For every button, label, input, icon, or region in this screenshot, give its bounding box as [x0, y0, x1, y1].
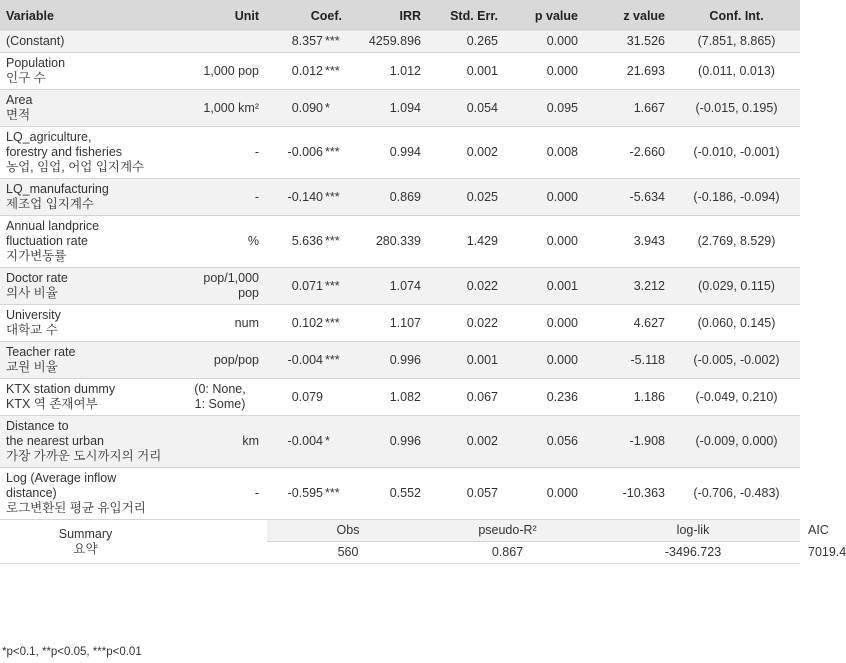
std-err-cell: 0.057 — [429, 468, 506, 520]
conf-int-cell: (2.769, 8.529) — [673, 216, 800, 268]
z-value-cell: 3.212 — [586, 268, 673, 305]
summary-header-pseudo-r2: pseudo-R² — [429, 520, 586, 542]
significance-stars: *** — [325, 352, 340, 367]
irr-cell: 280.339 — [350, 216, 429, 268]
irr-cell: 1.074 — [350, 268, 429, 305]
variable-cell-line: LQ_agriculture, — [6, 130, 92, 144]
significance-stars: *** — [325, 234, 340, 248]
unit-cell-line: - — [254, 189, 259, 204]
coef-value: 0.102 — [291, 315, 323, 330]
conf-int-cell: (0.060, 0.145) — [673, 305, 800, 342]
unit-cell — [173, 216, 267, 268]
variable-cell-line: Distance to — [6, 419, 69, 433]
unit-cell — [173, 90, 267, 127]
coef-value: 0.012 — [291, 63, 323, 78]
variable-cell-line: (Constant) — [6, 34, 65, 48]
variable-cell-line: fluctuation rate — [6, 234, 88, 248]
variable-cell-line: 가장 가까운 도시까지의 거리 — [6, 449, 162, 463]
variable-cell-line: Doctor rate — [6, 271, 68, 285]
conf-int-cell: (-0.049, 0.210) — [673, 379, 800, 416]
unit-cell — [173, 179, 267, 216]
unit-cell-line: (0: None, — [194, 382, 246, 396]
unit-cell-line: - — [254, 486, 259, 500]
table-row — [0, 127, 800, 179]
summary-label-ko: 요약 — [73, 541, 98, 556]
header-conf-int: Conf. Int. — [673, 0, 800, 31]
unit-cell — [173, 268, 267, 305]
coef-cell — [267, 31, 350, 53]
irr-cell: 0.996 — [350, 416, 429, 468]
unit-cell-line: num — [234, 315, 259, 330]
std-err-cell: 0.022 — [429, 305, 506, 342]
irr-cell: 1.107 — [350, 305, 429, 342]
significance-stars: * — [325, 434, 330, 448]
variable-cell — [0, 305, 173, 342]
std-err-cell: 0.067 — [429, 379, 506, 416]
irr-cell: 0.552 — [350, 468, 429, 520]
conf-int-cell: (0.029, 0.115) — [673, 268, 800, 305]
significance-stars: *** — [325, 34, 340, 48]
z-value-cell: -1.908 — [586, 416, 673, 468]
conf-int-cell: (-0.009, 0.000) — [673, 416, 800, 468]
variable-cell — [0, 468, 173, 520]
coef-cell — [267, 268, 350, 305]
z-value-cell: 3.943 — [586, 216, 673, 268]
variable-cell — [0, 90, 173, 127]
z-value-cell: 4.627 — [586, 305, 673, 342]
variable-cell-line: 지가변동률 — [6, 249, 67, 263]
significance-stars: *** — [325, 189, 340, 204]
std-err-cell: 0.001 — [429, 342, 506, 379]
variable-cell-line: 대학교 수 — [6, 323, 58, 337]
table-body — [0, 31, 846, 564]
table-row — [0, 268, 800, 305]
variable-cell-line: Log (Average inflow — [6, 471, 117, 485]
coef-cell — [267, 379, 350, 416]
z-value-cell: -5.634 — [586, 179, 673, 216]
conf-int-cell: (-0.706, -0.483) — [673, 468, 800, 520]
coef-cell — [267, 305, 350, 342]
variable-cell-line: 농업, 임업, 어업 입지계수 — [6, 160, 145, 174]
z-value-cell: 21.693 — [586, 53, 673, 90]
variable-cell — [0, 379, 173, 416]
conf-int-cell: (-0.186, -0.094) — [673, 179, 800, 216]
significance-footnote: *p<0.1, **p<0.05, ***p<0.01 — [2, 646, 142, 658]
coef-value: 5.636 — [291, 234, 323, 248]
variable-cell-line: Population — [6, 56, 66, 70]
variable-cell-line: forestry and fisheries — [6, 145, 123, 159]
variable-cell-line: Area — [6, 93, 33, 107]
unit-cell-line: % — [247, 234, 259, 248]
table-row — [0, 468, 800, 520]
coef-value: -0.595 — [287, 486, 323, 500]
unit-cell — [173, 416, 267, 468]
significance-stars: *** — [325, 315, 340, 330]
summary-blank-cell — [173, 520, 267, 564]
irr-cell: 1.094 — [350, 90, 429, 127]
header-std-err: Std. Err. — [429, 0, 506, 31]
variable-cell-line: University — [6, 308, 61, 322]
variable-cell-line: 인구 수 — [6, 71, 46, 85]
p-value-cell: 0.000 — [506, 53, 586, 90]
coef-cell — [267, 53, 350, 90]
table-row — [0, 53, 800, 90]
table-row — [0, 305, 800, 342]
variable-cell — [0, 268, 173, 305]
header-unit: Unit — [173, 0, 267, 31]
unit-cell — [173, 379, 267, 416]
coef-value: -0.006 — [287, 145, 323, 159]
coef-value: -0.004 — [287, 434, 323, 448]
variable-cell-line: the nearest urban — [6, 434, 104, 448]
unit-cell — [173, 127, 267, 179]
variable-cell-line: Annual landprice — [6, 219, 100, 233]
p-value-cell: 0.095 — [506, 90, 586, 127]
variable-cell-line: 교원 비율 — [6, 360, 58, 374]
variable-cell-line: KTX 역 존재여부 — [6, 397, 98, 411]
z-value-cell: -5.118 — [586, 342, 673, 379]
unit-cell — [173, 468, 267, 520]
coef-cell — [267, 216, 350, 268]
irr-cell: 4259.896 — [350, 31, 429, 53]
p-value-cell: 0.000 — [506, 216, 586, 268]
unit-cell — [173, 53, 267, 90]
variable-cell-line: 로그변환된 평균 유입거리 — [6, 501, 146, 515]
irr-cell: 0.994 — [350, 127, 429, 179]
coef-cell — [267, 90, 350, 127]
summary-value-log-lik: -3496.723 — [586, 542, 800, 564]
coef-value: 0.090 — [291, 100, 323, 115]
p-value-cell: 0.000 — [506, 305, 586, 342]
p-value-cell: 0.000 — [506, 179, 586, 216]
conf-int-cell: (7.851, 8.865) — [673, 31, 800, 53]
p-value-cell: 0.001 — [506, 268, 586, 305]
significance-stars: * — [325, 100, 330, 115]
table-row — [0, 31, 800, 53]
header-irr: IRR — [350, 0, 429, 31]
header-variable: Variable — [0, 0, 173, 31]
header-p-value: p value — [506, 0, 586, 31]
unit-cell — [173, 31, 267, 53]
table-row — [0, 179, 800, 216]
unit-cell-line: pop/1,000 pop — [203, 271, 259, 300]
unit-cell-line: - — [254, 145, 259, 159]
variable-cell — [0, 179, 173, 216]
variable-cell — [0, 342, 173, 379]
significance-stars: *** — [325, 486, 340, 500]
conf-int-cell: (-0.010, -0.001) — [673, 127, 800, 179]
coef-cell — [267, 342, 350, 379]
std-err-cell: 0.054 — [429, 90, 506, 127]
coef-value: -0.004 — [287, 352, 323, 367]
unit-cell — [173, 305, 267, 342]
variable-cell-line: LQ_manufacturing — [6, 182, 109, 196]
std-err-cell: 0.022 — [429, 268, 506, 305]
variable-cell — [0, 31, 173, 53]
unit-cell — [173, 342, 267, 379]
variable-cell-line: Teacher rate — [6, 345, 76, 359]
p-value-cell: 0.056 — [506, 416, 586, 468]
variable-cell-line: distance) — [6, 486, 57, 500]
summary-label — [0, 520, 173, 564]
variable-cell — [0, 216, 173, 268]
variable-cell-line: KTX station dummy — [6, 382, 116, 396]
z-value-cell: -2.660 — [586, 127, 673, 179]
header-row — [0, 0, 800, 31]
p-value-cell: 0.000 — [506, 342, 586, 379]
table-row — [0, 416, 800, 468]
p-value-cell: 0.008 — [506, 127, 586, 179]
std-err-cell: 0.002 — [429, 127, 506, 179]
conf-int-cell: (-0.005, -0.002) — [673, 342, 800, 379]
table-row — [0, 342, 800, 379]
variable-cell — [0, 416, 173, 468]
summary-value-obs: 560 — [267, 542, 429, 564]
table-header — [0, 0, 800, 31]
variable-cell — [0, 127, 173, 179]
z-value-cell: 1.186 — [586, 379, 673, 416]
coef-cell — [267, 416, 350, 468]
table-row — [0, 379, 800, 416]
z-value-cell: 31.526 — [586, 31, 673, 53]
summary-header-row: Summary 요약 Obs pseudo-R² log-lik AIC — [0, 520, 800, 542]
std-err-cell: 0.002 — [429, 416, 506, 468]
summary-value-pseudo-r2: 0.867 — [429, 542, 586, 564]
unit-cell-line: km — [242, 434, 259, 448]
variable-cell-line: 제조업 입지계수 — [6, 197, 94, 211]
coef-value: -0.140 — [287, 189, 323, 204]
conf-int-cell: (-0.015, 0.195) — [673, 90, 800, 127]
std-err-cell: 0.265 — [429, 31, 506, 53]
coef-value: 0.079 — [291, 389, 323, 404]
variable-cell-line: 면적 — [6, 108, 31, 122]
summary-values-row: 560 0.867 -3496.723 7019.4 — [0, 542, 800, 564]
p-value-cell: 0.000 — [506, 468, 586, 520]
header-coef: Coef. — [267, 0, 350, 31]
irr-cell: 0.869 — [350, 179, 429, 216]
unit-cell-line: 1: Some) — [194, 397, 246, 411]
std-err-cell: 0.025 — [429, 179, 506, 216]
summary-header-log-lik: log-lik — [586, 520, 800, 542]
p-value-cell: 0.236 — [506, 379, 586, 416]
summary-header-obs: Obs — [267, 520, 429, 542]
std-err-cell: 1.429 — [429, 216, 506, 268]
std-err-cell: 0.001 — [429, 53, 506, 90]
conf-int-cell: (0.011, 0.013) — [673, 53, 800, 90]
p-value-cell: 0.000 — [506, 31, 586, 53]
coef-cell — [267, 468, 350, 520]
significance-stars: *** — [325, 145, 340, 159]
irr-cell: 0.996 — [350, 342, 429, 379]
coef-value: 8.357 — [291, 34, 323, 48]
irr-cell: 1.012 — [350, 53, 429, 90]
summary-label-en: Summary — [58, 526, 113, 541]
significance-stars: *** — [325, 63, 340, 78]
irr-cell: 1.082 — [350, 379, 429, 416]
table-row — [0, 90, 800, 127]
coef-cell — [267, 179, 350, 216]
unit-cell-line: pop/pop — [213, 352, 259, 367]
z-value-cell: -10.363 — [586, 468, 673, 520]
coef-cell — [267, 127, 350, 179]
table-row — [0, 216, 800, 268]
coef-value: 0.071 — [291, 278, 323, 293]
variable-cell — [0, 53, 173, 90]
significance-stars: *** — [325, 278, 340, 293]
header-z-value: z value — [586, 0, 673, 31]
unit-cell-line: 1,000 km² — [203, 100, 259, 115]
z-value-cell: 1.667 — [586, 90, 673, 127]
unit-cell-line: 1,000 pop — [203, 63, 259, 78]
variable-cell-line: 의사 비율 — [6, 286, 58, 300]
